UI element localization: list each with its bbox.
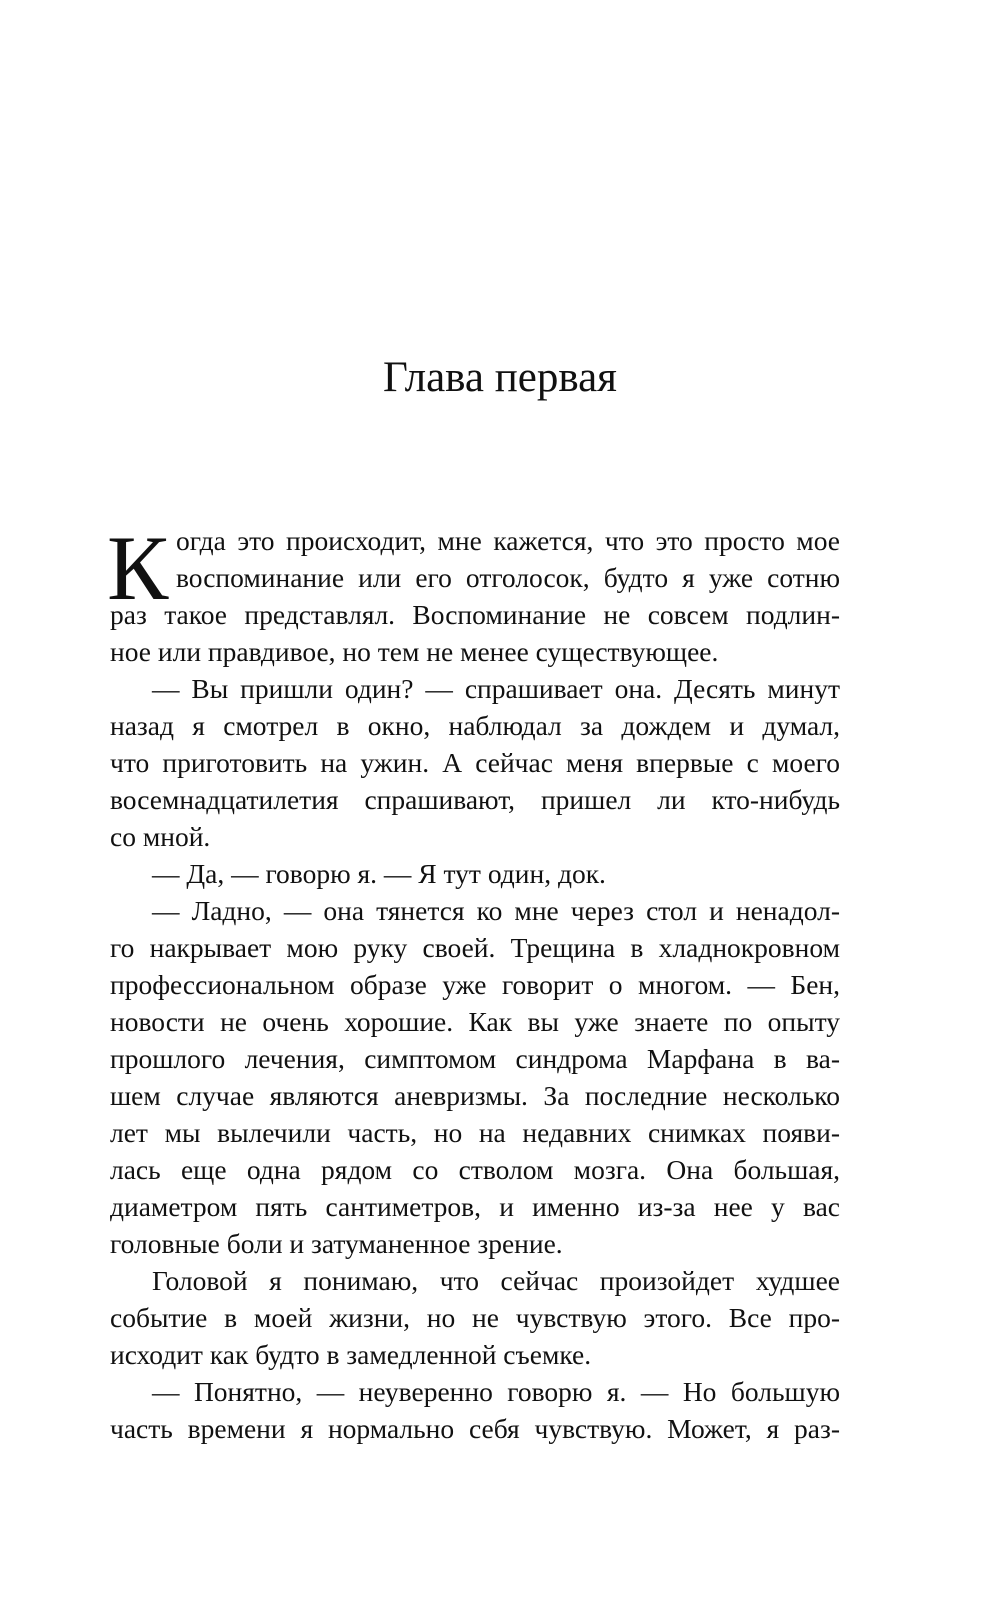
text-line: — Вы пришли один? — спрашивает она. Десять минут: [152, 673, 840, 704]
text-line: ное или правдивое, но тем не менее существующее.: [110, 636, 719, 667]
text-line: шем случае являются аневризмы. За последние несколько: [110, 1080, 840, 1111]
text-line: новости не очень хорошие. Как вы уже знаете по опыту: [110, 1006, 840, 1037]
text-line: исходит как будто в замедленной съемке.: [110, 1339, 592, 1370]
text-line: го накрывает мою руку своей. Трещина в хладнокровном: [110, 932, 840, 963]
text-line: раз такое представлял. Воспоминание не совсем подлин-: [110, 599, 840, 630]
body-text: [107, 517, 840, 1447]
text-line: головные боли и затуманенное зрение.: [110, 1228, 563, 1259]
text-line: часть времени я нормально себя чувствую. Может, я раз-: [110, 1413, 840, 1444]
text-line: профессиональном образе уже говорит о многом. — Бен,: [110, 969, 840, 1000]
text-line: что приготовить на ужин. А сейчас меня впервые с моего: [110, 747, 840, 778]
text-line: назад я смотрел в окно, наблюдал за дождем и думал,: [110, 710, 840, 741]
text-line: огда это происходит, мне кажется, что это просто мое: [176, 525, 840, 556]
drop-cap: К: [107, 517, 169, 619]
text-line: лась еще одна рядом со стволом мозга. Она большая,: [110, 1154, 840, 1185]
chapter-title: Глава первая: [383, 354, 617, 401]
text-line: — Да, — говорю я. — Я тут один, док.: [152, 858, 606, 889]
text-line: диаметром пять сантиметров, и именно из-за нее у вас: [110, 1191, 840, 1222]
text-line: лет мы вылечили часть, но на недавних снимках появи-: [110, 1117, 840, 1148]
text-line: Головой я понимаю, что сейчас произойдет худшее: [152, 1265, 840, 1296]
text-line: событие в моей жизни, но не чувствую этого. Все про-: [110, 1302, 840, 1333]
text-line: прошлого лечения, симптомом синдрома Марфана в ва-: [110, 1043, 840, 1074]
text-line: восемнадцатилетия спрашивают, пришел ли кто-нибудь: [110, 784, 840, 815]
text-line: со мной.: [110, 821, 211, 852]
text-line: — Понятно, — неуверенно говорю я. — Но большую: [152, 1376, 840, 1407]
text-line: — Ладно, — она тянется ко мне через стол и ненадол-: [152, 895, 840, 926]
text-line: воспоминание или его отголосок, будто я уже сотню: [176, 562, 840, 593]
